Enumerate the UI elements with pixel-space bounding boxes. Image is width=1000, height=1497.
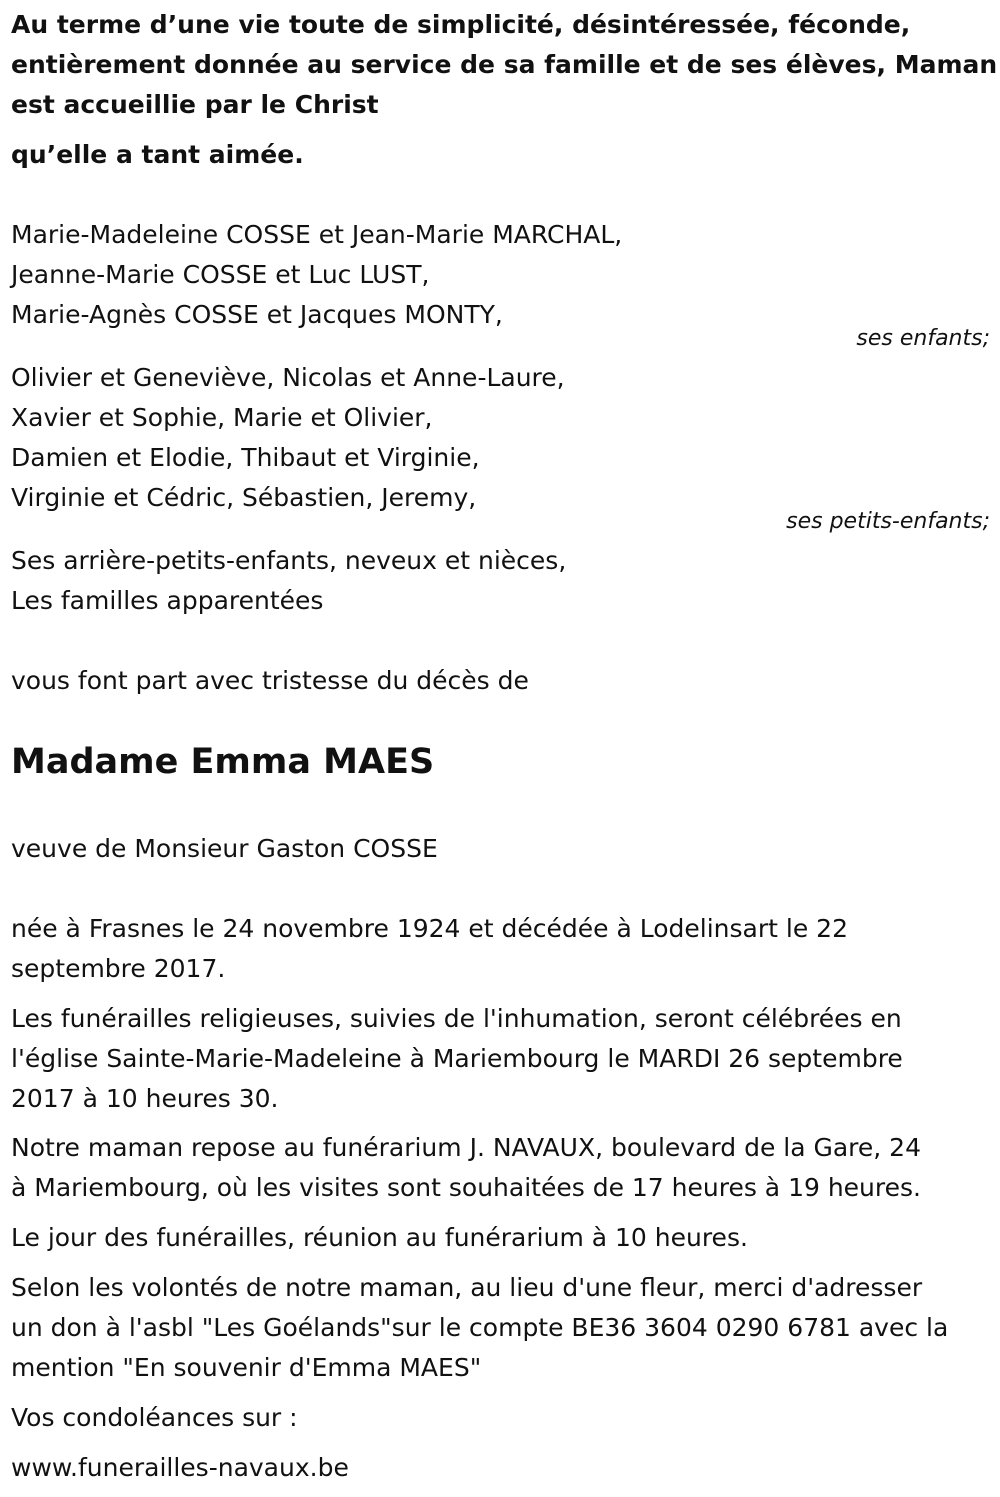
intro-line-3: est accueillie par le Christ: [11, 90, 379, 119]
others-line: Les familles apparentées: [11, 586, 324, 615]
meeting-text: Le jour des funérailles, réunion au funérarium à 10 heures.: [11, 1223, 748, 1252]
donation-line: mention "En souvenir d'Emma MAES": [11, 1353, 482, 1382]
child-couple: Marie-Agnès COSSE et Jacques MONTY,: [11, 300, 503, 329]
intro-line-1: Au terme d’une vie toute de simplicité, désintéressée, féconde,: [11, 10, 911, 39]
intro-line-2: entièrement donnée au service de sa famille et de ses élèves, Maman: [11, 50, 998, 79]
birth-death-line: née à Frasnes le 24 novembre 1924 et décédée à Lodelinsart le 22: [11, 914, 848, 943]
donation-line: un don à l'asbl "Les Goélands"sur le compte BE36 3604 0290 6781 avec la: [11, 1313, 949, 1342]
funeral-line: l'église Sainte-Marie-Madeleine à Mariembourg le MARDI 26 septembre: [11, 1044, 903, 1073]
grandchild-line: Damien et Elodie, Thibaut et Virginie,: [11, 443, 480, 472]
grandchild-line: Olivier et Geneviève, Nicolas et Anne-Laure,: [11, 363, 565, 392]
deceased-name: Madame Emma MAES: [11, 742, 435, 782]
grandchild-line: Virginie et Cédric, Sébastien, Jeremy,: [11, 483, 477, 512]
intro-line-4: qu’elle a tant aimée.: [11, 140, 304, 169]
website-link[interactable]: www.funerailles-navaux.be: [11, 1453, 349, 1482]
condolences-label: Vos condoléances sur :: [11, 1403, 298, 1432]
grandchildren-role-label: ses petits-enfants;: [786, 509, 990, 534]
rest-line: Notre maman repose au funérarium J. NAVAUX, boulevard de la Gare, 24: [11, 1133, 921, 1162]
child-couple: Jeanne-Marie COSSE et Luc LUST,: [11, 260, 430, 289]
donation-line: Selon les volontés de notre maman, au lieu d'une fleur, merci d'adresser: [11, 1273, 923, 1302]
children-role-label: ses enfants;: [856, 326, 990, 351]
announcement-text: vous font part avec tristesse du décès de: [11, 666, 529, 695]
child-couple: Marie-Madeleine COSSE et Jean-Marie MARCHAL,: [11, 220, 623, 249]
funeral-line: 2017 à 10 heures 30.: [11, 1084, 279, 1113]
rest-line: à Mariembourg, où les visites sont souhaitées de 17 heures à 19 heures.: [11, 1173, 921, 1202]
grandchild-line: Xavier et Sophie, Marie et Olivier,: [11, 403, 433, 432]
funeral-line: Les funérailles religieuses, suivies de l'inhumation, seront célébrées en: [11, 1004, 902, 1033]
birth-death-line: septembre 2017.: [11, 954, 226, 983]
others-line: Ses arrière-petits-enfants, neveux et nièces,: [11, 546, 567, 575]
widow-of-text: veuve de Monsieur Gaston COSSE: [11, 834, 438, 863]
